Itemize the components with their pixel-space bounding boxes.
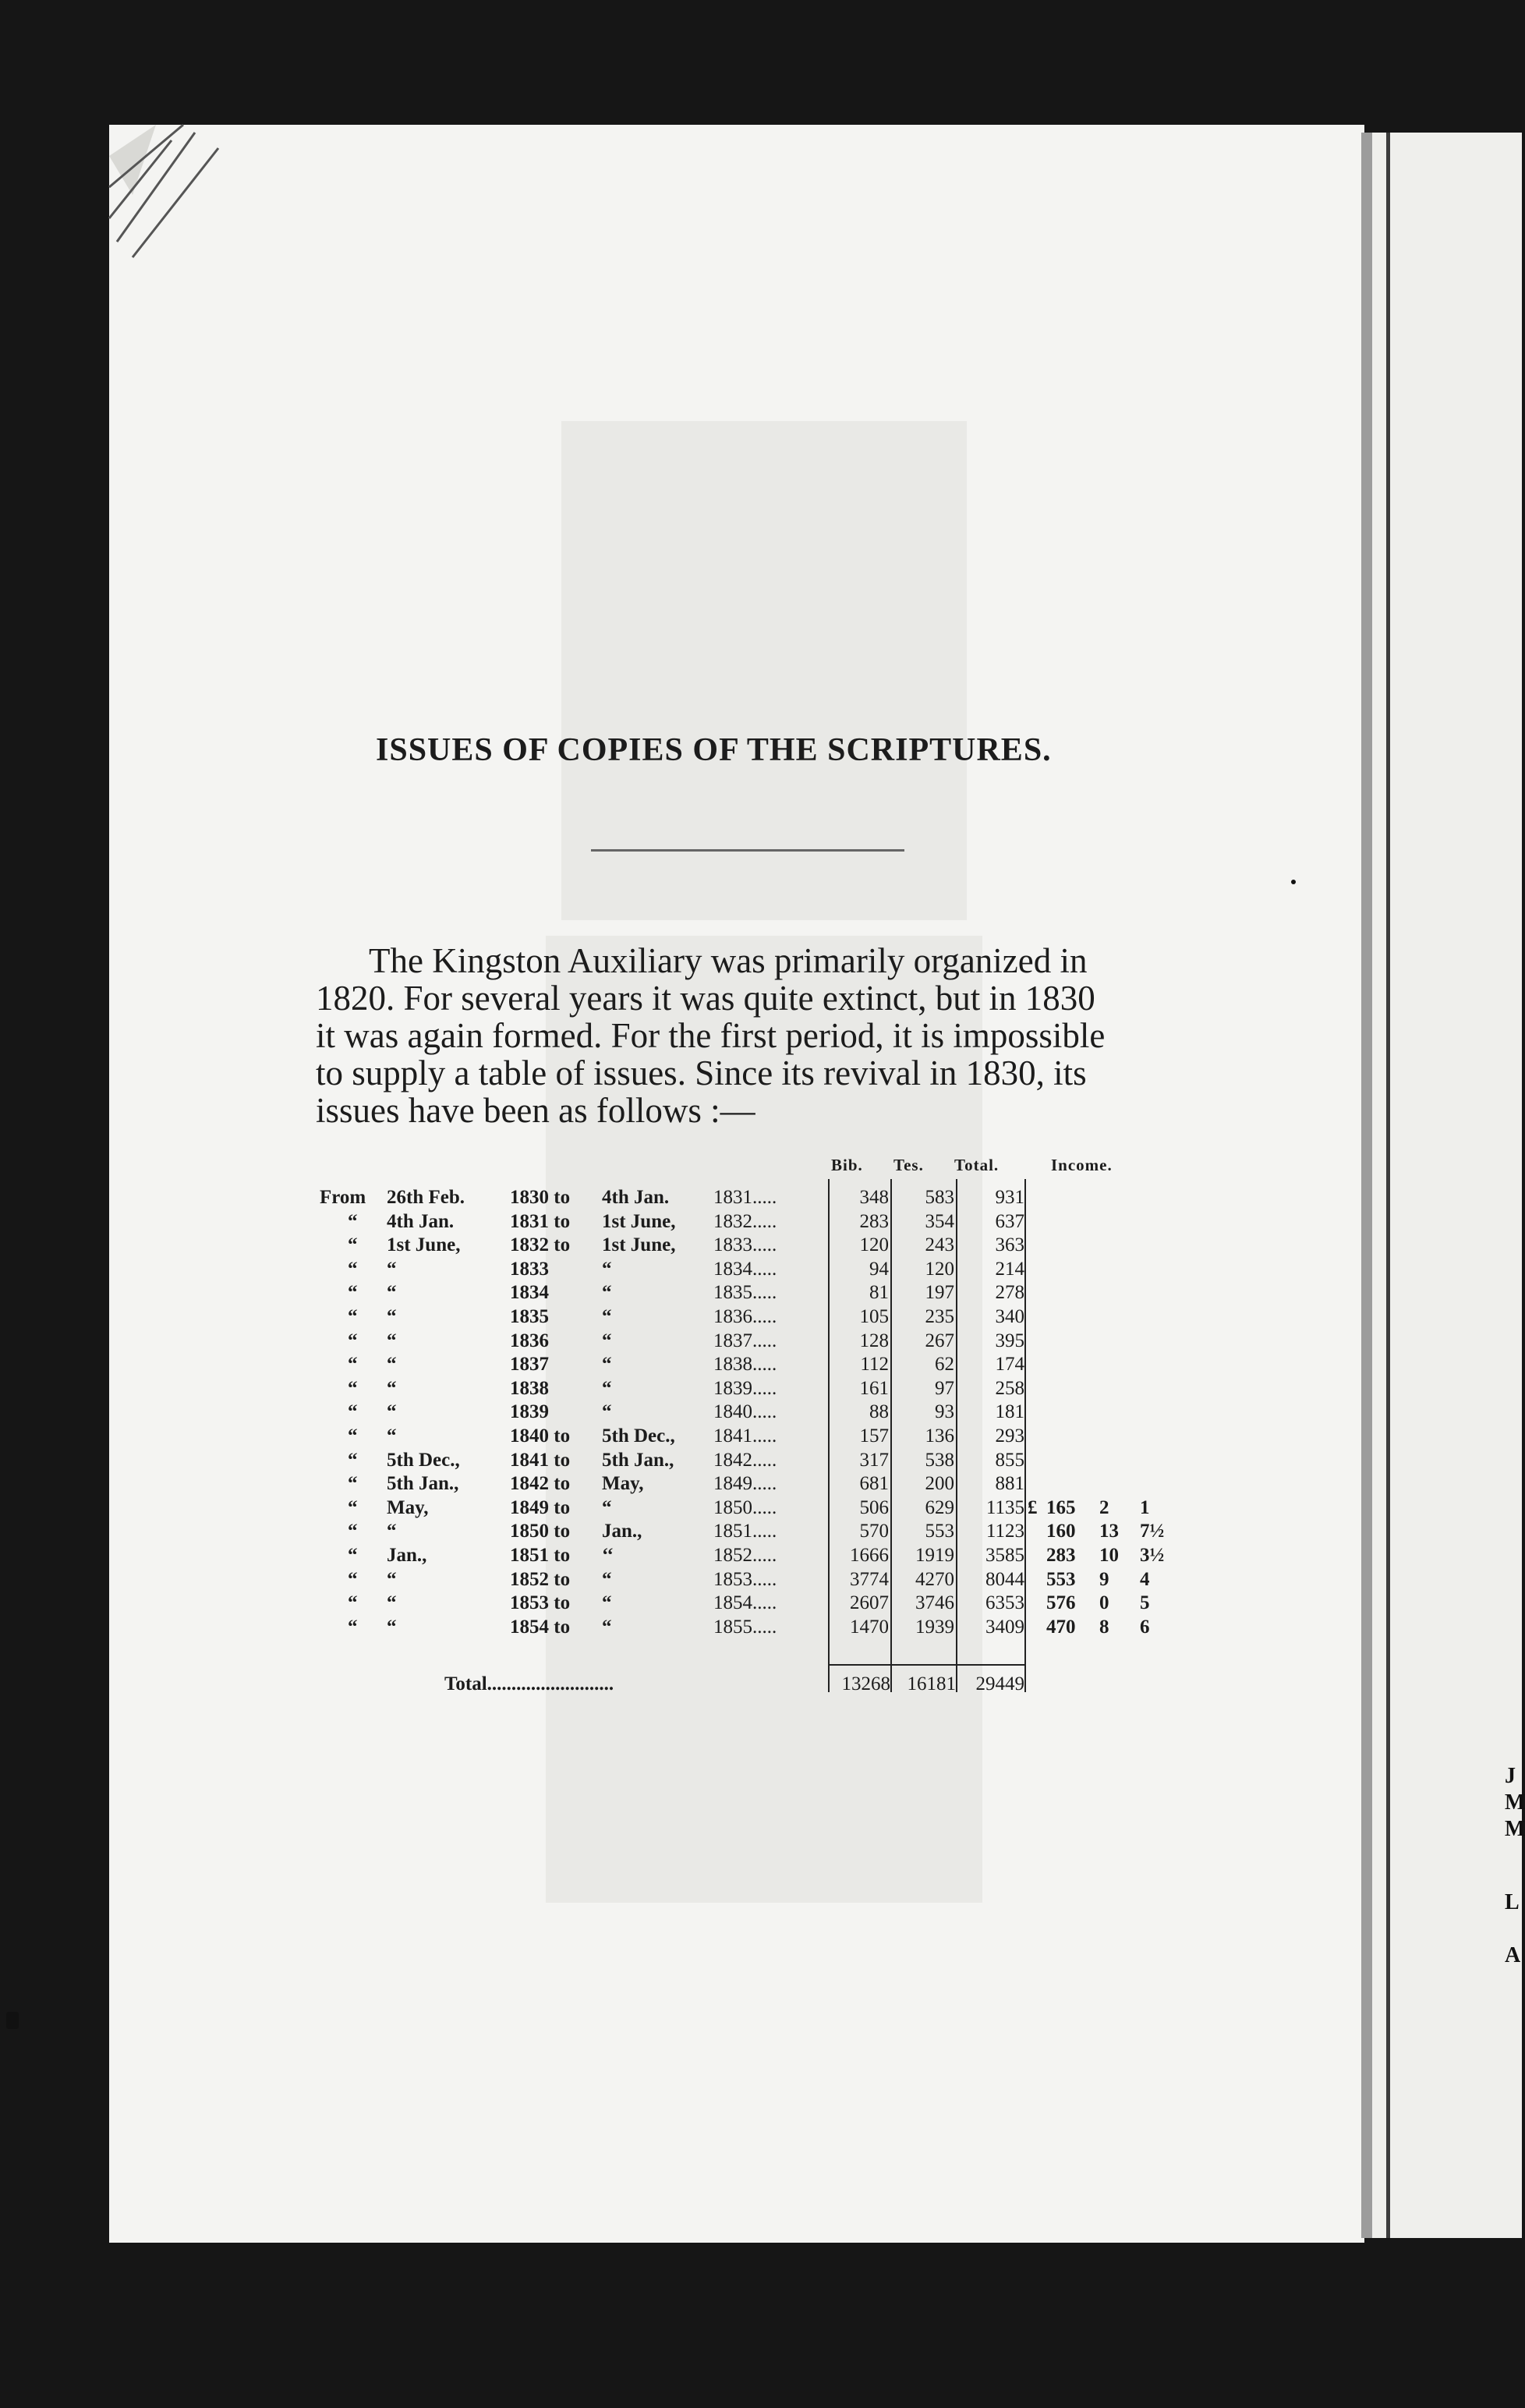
paragraph-line: 1820. For several years it was quite extinct, but in 1830 [316, 979, 1095, 1018]
row-total: 3585 [985, 1545, 1024, 1566]
row-bib: 161 [859, 1377, 889, 1399]
row-income-pence: 3½ [1140, 1545, 1165, 1566]
row-end-year: 1840..... [713, 1401, 777, 1423]
row-bib: 283 [859, 1210, 889, 1232]
row-to-date: “ [602, 1354, 612, 1376]
header-income: Income. [1051, 1156, 1113, 1174]
row-lead: “ [348, 1282, 358, 1304]
row-total: 637 [995, 1210, 1024, 1232]
row-tes: 538 [925, 1449, 954, 1471]
row-income-pence: 7½ [1140, 1521, 1165, 1542]
row-to-date: “ [602, 1496, 612, 1518]
row-to-date: May, [602, 1473, 644, 1495]
row-income-shillings: 9 [1099, 1568, 1109, 1590]
row-bib: 112 [860, 1354, 889, 1376]
row-lead: “ [348, 1401, 358, 1423]
row-income-shillings: 2 [1099, 1496, 1109, 1518]
row-end-year: 1839..... [713, 1377, 777, 1399]
row-bib: 570 [859, 1521, 889, 1542]
row-tes: 3746 [915, 1592, 954, 1614]
row-bib: 3774 [850, 1568, 889, 1590]
paragraph-line: to supply a table of issues. Since its revival in 1830, its [316, 1054, 1087, 1092]
row-start-year: 1852 to [510, 1568, 571, 1590]
row-lead: “ [348, 1330, 358, 1351]
row-start-year: 1830 to [510, 1187, 571, 1208]
row-end-year: 1852..... [713, 1545, 777, 1566]
table-row: From 26th Feb. 1830 to 4th Jan. 1831..... 348 583 931 [320, 1187, 1024, 1208]
row-end-year: 1837..... [713, 1330, 777, 1351]
row-total: 395 [995, 1330, 1024, 1351]
table-row: “ “ 1854 to “ 1855..... 1470 1939 3409 470 8 6 [348, 1616, 1150, 1638]
table-row: “ “ 1838 “ 1839..... 161 97 258 [348, 1377, 1024, 1399]
table-row: “ “ 1837 “ 1838..... 112 62 174 [348, 1354, 1024, 1376]
facing-margin-letter: M [1505, 1817, 1525, 1841]
paragraph-line: The Kingston Auxiliary was primarily organized in [369, 941, 1088, 980]
row-start-year: 1836 [510, 1330, 549, 1351]
torn-corner [109, 125, 226, 257]
row-lead: “ [348, 1545, 358, 1566]
row-to-date: “ [602, 1258, 612, 1280]
row-income-pence: 1 [1140, 1496, 1150, 1518]
row-start-year: 1849 to [510, 1496, 571, 1518]
row-lead: “ [348, 1449, 358, 1471]
row-to-date: 4th Jan. [602, 1187, 670, 1208]
row-lead: “ [348, 1425, 358, 1447]
header-bib: Bib. [831, 1156, 863, 1174]
row-to-date: “ [602, 1401, 612, 1423]
row-to-date: “ [602, 1306, 612, 1327]
row-bib: 94 [869, 1258, 889, 1280]
row-lead: “ [348, 1210, 358, 1232]
row-income-shillings: 10 [1099, 1545, 1119, 1566]
row-to-date: “ [602, 1592, 612, 1614]
row-tes: 553 [925, 1521, 954, 1542]
row-end-year: 1851..... [713, 1521, 777, 1542]
ink-speck [6, 2012, 19, 2029]
title-rule [591, 849, 904, 852]
row-total: 881 [995, 1473, 1024, 1495]
row-start-year: 1832 to [510, 1234, 571, 1256]
row-tes: 1919 [915, 1545, 954, 1566]
column-rule-end [1024, 1179, 1026, 1692]
paragraph-line: issues have been as follows :— [316, 1091, 755, 1130]
row-bib: 128 [859, 1330, 889, 1351]
facing-margin-letter: L [1505, 1890, 1520, 1914]
table-row: “ “ 1839 “ 1840..... 88 93 181 [348, 1401, 1024, 1423]
row-lead: “ [348, 1568, 358, 1590]
row-tes: 136 [925, 1425, 954, 1447]
row-tes: 629 [925, 1496, 954, 1518]
row-bib: 317 [859, 1449, 889, 1471]
row-lead: “ [348, 1496, 358, 1518]
row-lead: “ [348, 1473, 358, 1495]
total-label: Total.......................... [444, 1673, 614, 1694]
row-income-pounds: 553 [1046, 1568, 1076, 1590]
row-to-date: 1st June, [602, 1210, 676, 1232]
row-end-year: 1836..... [713, 1306, 777, 1327]
row-to-date: 5th Jan., [602, 1449, 674, 1471]
row-income-pounds: 160 [1046, 1521, 1076, 1542]
row-to-date: “ [602, 1568, 612, 1590]
row-tes: 1939 [915, 1616, 954, 1638]
row-total: 1123 [985, 1521, 1024, 1542]
row-bib: 157 [859, 1425, 889, 1447]
row-bib: 681 [859, 1473, 889, 1495]
row-tes: 267 [925, 1330, 954, 1351]
row-end-year: 1849..... [713, 1473, 777, 1495]
total-rule [828, 1664, 1026, 1666]
row-lead: “ [348, 1306, 358, 1327]
row-to-date: 1st June, [602, 1234, 676, 1256]
row-start-year: 1833 [510, 1258, 549, 1280]
row-tes: 354 [925, 1210, 954, 1232]
row-lead: “ [348, 1521, 358, 1542]
row-start-year: 1834 [510, 1282, 549, 1304]
total-bib: 13268 [841, 1673, 890, 1694]
row-tes: 120 [925, 1258, 954, 1280]
row-income-pence: 6 [1140, 1616, 1150, 1638]
row-start-year: 1838 [510, 1377, 549, 1399]
row-total: 278 [995, 1282, 1024, 1304]
row-income-pounds: 576 [1046, 1592, 1076, 1614]
row-total: 855 [995, 1449, 1024, 1471]
row-end-year: 1850..... [713, 1496, 777, 1518]
table-row: “ 1st June, 1832 to 1st June, 1833..... 120 243 363 [348, 1234, 1024, 1256]
row-tes: 62 [935, 1354, 954, 1376]
row-bib: 2607 [850, 1592, 889, 1614]
row-bib: 506 [859, 1496, 889, 1518]
table-row: “ “ 1840 to 5th Dec., 1841..... 157 136 293 [348, 1425, 1024, 1447]
row-start-year: 1840 to [510, 1425, 571, 1447]
row-start-year: 1839 [510, 1401, 549, 1423]
facing-page [1372, 133, 1522, 2238]
row-lead: “ [348, 1258, 358, 1280]
row-bib: 88 [869, 1401, 889, 1423]
table-row: “ “ 1834 “ 1835..... 81 197 278 [348, 1282, 1024, 1304]
row-bib: 1666 [850, 1545, 889, 1566]
header-total: Total. [954, 1156, 1000, 1174]
facing-margin-letter: J [1505, 1764, 1516, 1788]
table-row: “ “ 1852 to “ 1853..... 3774 4270 8044 553 9 4 [348, 1568, 1150, 1590]
facing-margin-letter: A [1505, 1943, 1521, 1967]
row-end-year: 1854..... [713, 1592, 777, 1614]
paragraph-line: it was again formed. For the first period, it is impossible [316, 1016, 1106, 1055]
row-start-year: 1831 to [510, 1210, 571, 1232]
row-lead: “ [348, 1354, 358, 1376]
row-start-year: 1851 to [510, 1545, 571, 1566]
row-end-year: 1841..... [713, 1425, 777, 1447]
row-end-year: 1831..... [713, 1187, 777, 1208]
row-income-pence: 5 [1140, 1592, 1150, 1614]
show-through-block [561, 421, 967, 920]
row-end-year: 1835..... [713, 1282, 777, 1304]
row-bib: 348 [859, 1187, 889, 1208]
row-total: 174 [995, 1354, 1024, 1376]
row-total: 8044 [985, 1568, 1024, 1590]
row-to-date: “ [602, 1377, 612, 1399]
row-total: 3409 [985, 1616, 1024, 1638]
row-end-year: 1853..... [713, 1568, 777, 1590]
table-row: “ 4th Jan. 1831 to 1st June, 1832..... 283 354 637 [348, 1210, 1024, 1232]
row-tes: 235 [925, 1306, 954, 1327]
column-rule-bib [828, 1179, 830, 1692]
row-to-date: Jan., [602, 1521, 642, 1542]
row-lead: “ [348, 1616, 358, 1638]
row-bib: 1470 [850, 1616, 889, 1638]
row-income-pence: 4 [1140, 1568, 1150, 1590]
row-total: 931 [995, 1187, 1024, 1208]
row-income-pound: £ [1028, 1496, 1038, 1518]
row-end-year: 1833..... [713, 1234, 777, 1256]
row-end-year: 1834..... [713, 1258, 777, 1280]
table-row: “ “ 1835 “ 1836..... 105 235 340 [348, 1306, 1024, 1327]
row-to-date: 5th Dec., [602, 1425, 675, 1447]
row-start-year: 1854 to [510, 1616, 571, 1638]
column-rule-total [956, 1179, 957, 1692]
table-row: “ May, 1849 to “ 1850..... 506 629 1135 £ 165 2 1 [348, 1496, 1150, 1518]
facing-page-rule [1386, 133, 1390, 2238]
row-to-date: “ [602, 1616, 612, 1638]
row-bib: 81 [869, 1282, 889, 1304]
row-income-shillings: 13 [1099, 1521, 1119, 1542]
total-tes: 16181 [907, 1673, 956, 1694]
row-total: 258 [995, 1377, 1024, 1399]
row-bib: 105 [859, 1306, 889, 1327]
row-start-year: 1853 to [510, 1592, 571, 1614]
table-row: “ Jan., 1851 to ‘‘ 1852..... 1666 1919 3585 283 10 3½ [348, 1545, 1165, 1566]
row-income-shillings: 0 [1099, 1592, 1109, 1614]
row-start-year: 1850 to [510, 1521, 571, 1542]
row-income-pounds: 470 [1046, 1616, 1076, 1638]
row-tes: 93 [935, 1401, 954, 1423]
row-lead: From [320, 1187, 366, 1208]
table-row: “ “ 1853 to “ 1854..... 2607 3746 6353 576 0 5 [348, 1592, 1150, 1614]
row-start-year: 1842 to [510, 1473, 571, 1495]
row-total: 6353 [985, 1592, 1024, 1614]
header-tes: Tes. [893, 1156, 924, 1174]
row-total: 363 [995, 1234, 1024, 1256]
table-row: “ “ 1833 “ 1834..... 94 120 214 [348, 1258, 1024, 1280]
row-end-year: 1842..... [713, 1449, 777, 1471]
row-tes: 243 [925, 1234, 954, 1256]
row-total: 181 [995, 1401, 1024, 1423]
row-to-date: ‘‘ [602, 1545, 614, 1566]
row-total: 214 [995, 1258, 1024, 1280]
row-to-date: “ [602, 1282, 612, 1304]
row-end-year: 1855..... [713, 1616, 777, 1638]
row-income-shillings: 8 [1099, 1616, 1109, 1638]
row-start-year: 1837 [510, 1354, 549, 1376]
row-total: 340 [995, 1306, 1024, 1327]
column-rule-tes [890, 1179, 892, 1692]
row-tes: 197 [925, 1282, 954, 1304]
row-tes: 200 [925, 1473, 954, 1495]
ink-speck [1291, 880, 1296, 884]
row-start-year: 1835 [510, 1306, 549, 1327]
row-total: 293 [995, 1425, 1024, 1447]
row-end-year: 1838..... [713, 1354, 777, 1376]
table-row: “ 5th Jan., 1842 to May, 1849..... 681 200 881 [348, 1473, 1024, 1495]
row-lead: “ [348, 1377, 358, 1399]
table-row: “ “ 1836 “ 1837..... 128 267 395 [348, 1330, 1024, 1351]
row-total: 1135 [985, 1496, 1024, 1518]
row-start-year: 1841 to [510, 1449, 571, 1471]
facing-margin-letter: M [1505, 1790, 1525, 1815]
table-row: “ 5th Dec., 1841 to 5th Jan., 1842..... 317 538 855 [348, 1449, 1024, 1471]
table-row: “ “ 1850 to Jan., 1851..... 570 553 1123 160 13 7½ [348, 1521, 1165, 1542]
row-tes: 97 [935, 1377, 954, 1399]
row-lead: “ [348, 1234, 358, 1256]
row-tes: 583 [925, 1187, 954, 1208]
row-income-pounds: 283 [1046, 1545, 1076, 1566]
row-income-pounds: 165 [1046, 1496, 1076, 1518]
row-end-year: 1832..... [713, 1210, 777, 1232]
intro-paragraph [316, 942, 1183, 1129]
row-lead: “ [348, 1592, 358, 1614]
row-bib: 120 [859, 1234, 889, 1256]
total-total: 29449 [975, 1673, 1024, 1694]
page-gutter [1361, 133, 1372, 2238]
page-title: ISSUES OF COPIES OF THE SCRIPTURES. [376, 732, 1052, 768]
row-tes: 4270 [915, 1568, 954, 1590]
row-to-date: “ [602, 1330, 612, 1351]
